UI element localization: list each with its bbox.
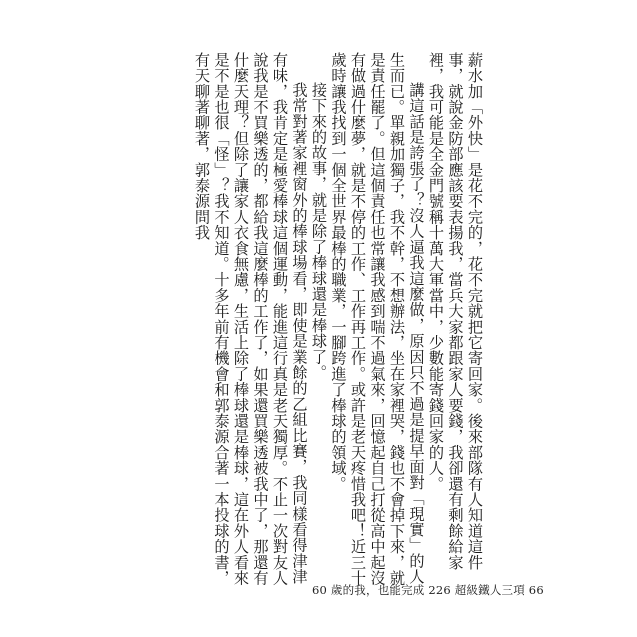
page-footer: 60 歲的我，也能完成 226 超級鐵人三項 66 <box>312 583 544 597</box>
paragraph-1: 薪水加「外快」是花不完的，花不完就把它寄回家。後來部隊有人知道這件事，就說金防部應該要表揚我，當兵大家都跟家人要錢，我卻還有剩餘給家裡，我可能是全金門號稱十萬大軍當中，少數能寄錢回家的人。 <box>427 52 484 571</box>
paragraph-4: 我常對著家裡窗外的棒球場看，即使是業餘的乙組比賽，我同樣看得津津有味，我肯定是極愛棒球這個運動，能進這行真是老天獨厚。不止一次對友人說我是不買樂透的，都給我這麼棒的工作了，如果還買樂透被我中了，那還有什麼天理？但除了讓家人衣食無慮，生活上除了棒球還是棒球，這在外人看來是不是也很「怪」？我不知道。十多年前有機會和郭泰源合著一本投球的書，有天聊著聊著，郭泰源問我 <box>193 52 309 586</box>
paragraph-2: 講這話是誇張了？沒人逼我這麼做，原因只不過是提早面對「現實」的人生而已。單親加獨子，我不幹，不想辦法，坐在家裡哭，錢也不會掉下來，就是責任罷了。但這個責任也常讓我感到喘不過氣來，回憶起自己打從高中起沒有做過什麼夢，就是不停的工作、工作再工作。或許是老天疼惜我吧！近三十歲時讓我找到一個全世界最棒的職業，一腳跨進了棒球的領域。 <box>329 52 426 586</box>
body-text <box>172 52 484 592</box>
paragraph-3: 接下來的故事，就是除了棒球還是棒球了。 <box>310 82 328 381</box>
